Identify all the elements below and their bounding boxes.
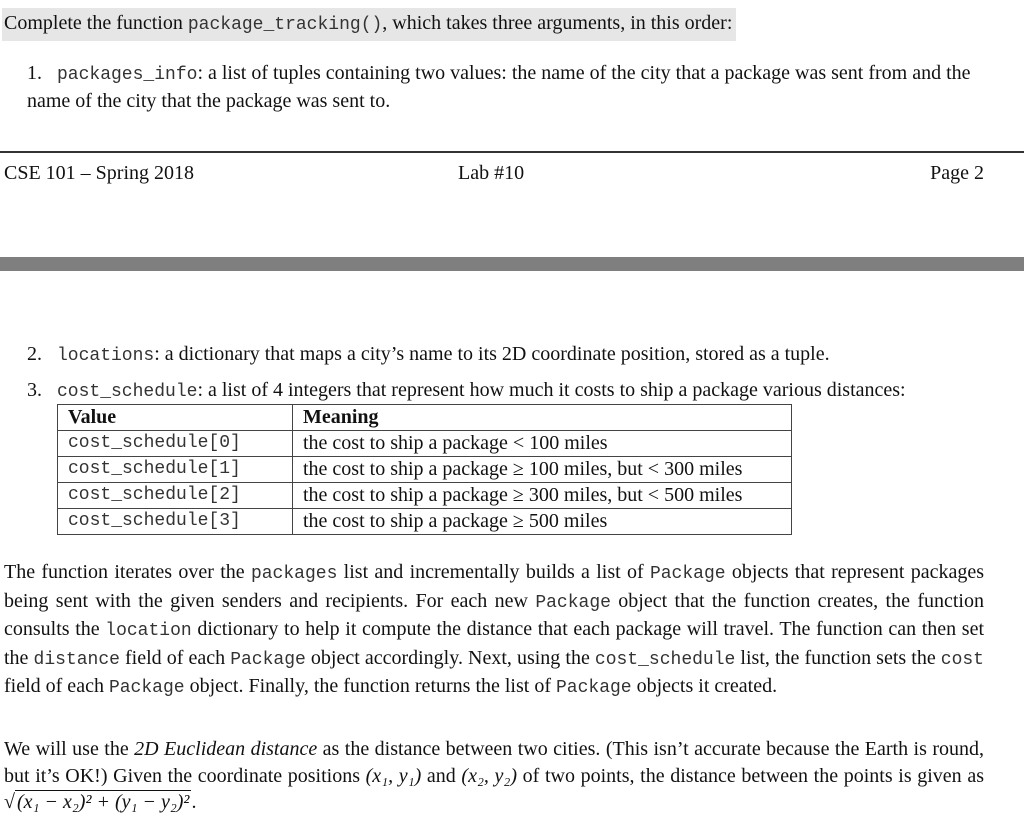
argument-name: packages_info	[57, 65, 198, 85]
function-description-paragraph	[4, 559, 984, 702]
code-term: cost_schedule	[594, 649, 736, 670]
argument-description: : a dictionary that maps a city’s name to its 2D coordinate position, stored as a tuple.	[154, 343, 830, 365]
code-term: Package	[555, 678, 632, 698]
code-term: location	[105, 621, 192, 641]
table-row	[58, 457, 792, 483]
distance-formula: (x₁ − x₂)² + (y₁ − y₂)²	[16, 791, 190, 813]
table-cell-value: cost_schedule[2]	[58, 483, 293, 509]
argument-name: locations	[57, 346, 155, 366]
text-run: objects that represent packages being sent with the given senders and recipients. For each new	[4, 561, 984, 612]
header-lab: Lab #10	[458, 162, 525, 184]
table-header-row	[58, 405, 792, 431]
table-cell-meaning: the cost to ship a package ≥ 300 miles, but < 500 miles	[293, 483, 792, 509]
table-cell-value: cost_schedule[1]	[58, 457, 293, 483]
table-cell-value: cost_schedule[3]	[58, 509, 293, 535]
table-cell-meaning: the cost to ship a package ≥ 100 miles, but < 300 miles	[293, 457, 792, 483]
point-one-coords: (x₁, y₁)	[365, 764, 422, 787]
text-run: The function iterates over the	[4, 561, 251, 583]
argument-description: : a list of tuples containing two values: the name of the city that a package was sent from and the name of the city that the package was sent to.	[27, 62, 971, 112]
text-run: as the distance between two cities. (This isn’t accurate because the Earth is round, but it’s OK!) Given the coordinate positions	[4, 738, 984, 787]
code-term: Package	[535, 592, 611, 613]
table-header-value: Value	[58, 405, 293, 431]
argument-item-1	[27, 60, 997, 114]
text-run: list, the function sets the	[735, 646, 941, 669]
table-cell-value: cost_schedule[0]	[58, 431, 293, 457]
code-term: Package	[108, 678, 185, 698]
code-term: cost	[940, 649, 984, 670]
table-row	[58, 509, 792, 535]
text-run: of two points, the distance between the points is given as	[517, 764, 984, 787]
text-run: We will use the	[4, 738, 135, 760]
item-number: 1.	[27, 62, 42, 84]
text-run: object accordingly. Next, using the	[305, 646, 595, 669]
text-run: list and incrementally builds a list of	[337, 561, 650, 583]
text-run: .	[191, 791, 197, 813]
argument-item-3	[27, 377, 906, 405]
instruction-intro	[2, 8, 736, 41]
point-two-coords: (x₂, y₂)	[461, 764, 518, 787]
table-row	[58, 483, 792, 509]
cost-schedule-table	[57, 404, 792, 535]
text-run: objects it created.	[631, 675, 778, 697]
euclidean-distance-paragraph	[4, 736, 984, 816]
function-name: package_tracking()	[187, 15, 383, 35]
square-root-icon: √	[4, 791, 15, 813]
code-term: packages	[250, 564, 338, 584]
header-page: Page 2	[930, 162, 984, 184]
intro-text-after: , which takes three arguments, in this order:	[382, 12, 733, 34]
text-run: dictionary to help it compute the distance that each package will travel. The function can then set the	[4, 618, 984, 669]
item-number: 3.	[27, 379, 42, 401]
text-run: field of each	[119, 646, 231, 669]
text-run: object that the function creates, the function consults the	[4, 589, 984, 640]
emphasis-term: 2D Euclidean distance	[134, 738, 318, 760]
page-break-divider	[0, 257, 1024, 271]
code-term: Package	[649, 564, 726, 584]
table-cell-meaning: the cost to ship a package ≥ 500 miles	[293, 509, 792, 535]
item-number: 2.	[27, 343, 42, 365]
page-header-rule	[0, 151, 1024, 153]
text-run: and	[421, 764, 462, 787]
code-term: distance	[33, 649, 120, 670]
intro-text-before: Complete the function	[4, 12, 188, 34]
table-header-meaning: Meaning	[293, 405, 792, 431]
text-run: object. Finally, the function returns the list of	[184, 675, 556, 697]
table-cell-meaning: the cost to ship a package < 100 miles	[293, 431, 792, 457]
argument-name: cost_schedule	[57, 382, 198, 402]
header-course: CSE 101 – Spring 2018	[4, 162, 195, 184]
argument-item-2	[27, 341, 830, 369]
argument-description: : a list of 4 integers that represent how much it costs to ship a package various distances:	[197, 379, 906, 401]
code-term: Package	[230, 649, 306, 670]
table-row	[58, 431, 792, 457]
text-run: field of each	[4, 675, 109, 697]
